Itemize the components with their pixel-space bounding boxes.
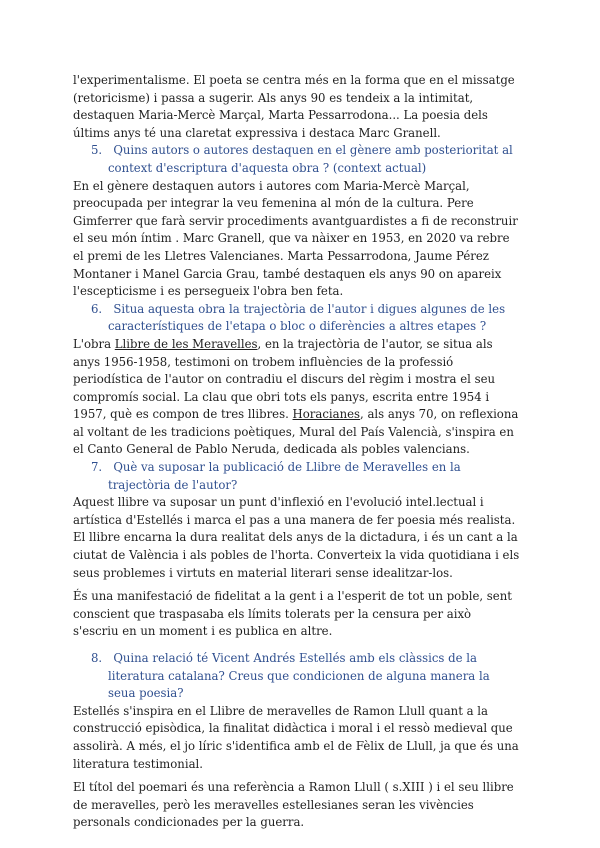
question-5 [73,142,520,177]
question-6-number: 6. [91,301,103,316]
question-6 [73,301,520,336]
work-title-llibre: Llibre de les Meravelles [114,336,258,351]
question-5-text: Quins autors o autores destaquen en el gènere amb posterioritat al context d'escriptura d'aquesta obra ? (context actual) [108,143,513,175]
question-8 [73,650,520,703]
answer-7-paragraph-1: Aquest llibre va suposar un punt d'inflexió en l'evolució intel.lectual i artística d'Estellés i marca el pas a una manera de fer poesia més realista. El llibre encarna la dura realitat dels anys de la dictadura, i és un cant a la ciutat de València i als pobles de l'horta. Converteix la vida quotidiana i els seus problemes i virtuts en material literari sense idealitzar-los. [73,495,520,580]
question-6-text: Situa aquesta obra la trajectòria de l'autor i digues algunes de les característiques de l'etapa o bloc o diferències a altres etapes ? [108,301,506,334]
question-5-number: 5. [91,143,103,158]
answer-8-paragraph-1: Estellés s'inspira en el Llibre de meravelles de Ramon Llull quant a la construcció episòdica, la finalitat didàctica i moral i el ressò medieval que assolirà. A més, el jo líric s'identifica amb el de Fèlix de Llull, ja que és una literatura testimonial. [73,703,519,771]
question-7 [73,459,520,494]
answer-7-paragraph-2: És una manifestació de fidelitat a la gent i a l'esperit de tot un poble, sent conscient que traspasaba els límits tolerats per la censura per això s'escriu en un moment i es publica en altre. [73,589,512,639]
answer-6-part3: , als anys 70, on reflexiona al voltant de les tradicions poètiques, Mural del País Valencià, s'inspira en el Canto General de Pablo Neruda, dedicada als pobles valencians. [73,407,519,457]
intro-paragraph: l'experimentalisme. El poeta se centra més en la forma que en el missatge (retoricisme) i passa a sugerir. Als anys 90 es tendeix a la intimitat, destaquen Maria-Mercè Marçal, Marta Pessarrodona... La poesia dels últims anys té una claretat expressiva i destaca Marc Granell. [73,73,515,140]
question-7-text: Què va suposar la publicació de Llibre de Meravelles en la trajectòria de l'autor? [108,460,461,492]
work-title-horacianes: Horacianes [292,407,361,422]
answer-6-part1: L'obra [73,336,115,351]
answer-6 [73,336,520,459]
question-7-number: 7. [91,460,103,475]
answer-8-paragraph-2: El títol del poemari és una referència a Ramon Llull ( s.XIII ) i el seu llibre de meravelles, però les meravelles estellesianes seran les vivències personals condicionades per la guerra. [73,780,514,830]
answer-5: En el gènere destaquen autors i autores com Maria-Mercè Marçal, preocupada per integrar la veu femenina al món de la cultura. Pere Gimferrer que farà servir procediments avantguardistes a fi de reconstruir el seu món íntim . Marc Granell, que va nàixer en 1953, en 2020 va rebre el premi de les Lletres Valencianes. Marta Pessarrodona, Jaume Pérez Montaner i Manel Garcia Grau, també destaquen els anys 90 on apareix l'escepticisme i es persegueix l'obra ben feta. [73,178,518,299]
question-8-number: 8. [91,651,103,665]
question-8-text: Quina relació té Vicent Andrés Estellés amb els clàssics de la literatura catalana? Creus que condicionen de alguna manera la seua poesia? [108,651,490,701]
answer-6-part2: , en la trajectòria de l'autor, se situa als anys 1956-1958, testimoni on trobem influències de la professió periodística de l'autor on contradiu el discurs del règim i mostra el seu compromís social. La clau que obri tots els panys, escrita entre 1954 i 1957, què es compon de tres llibres. [73,336,496,422]
